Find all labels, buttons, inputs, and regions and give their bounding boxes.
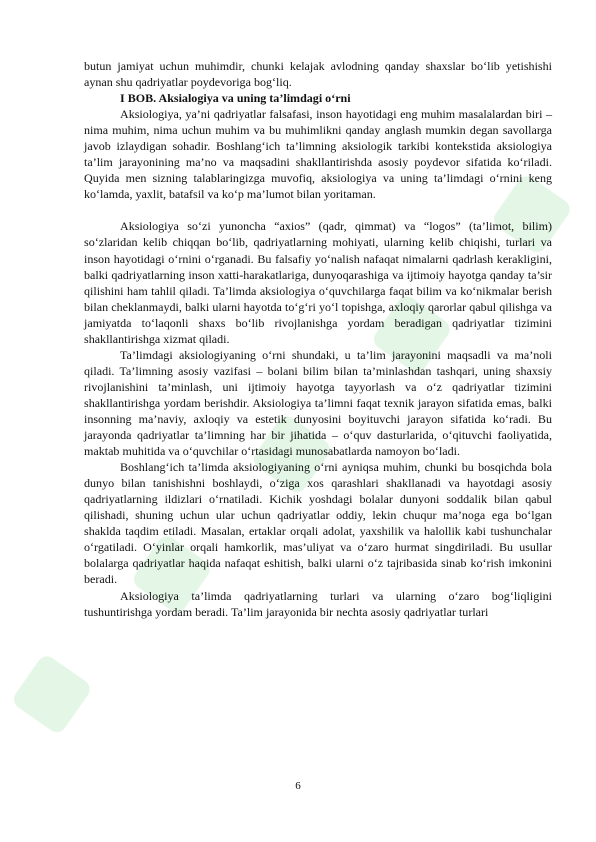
paragraph-3: Ta’limdagi aksiologiyaning o‘rni shundaki, u ta’lim jarayonini maqsadli va ma’noli qiladi. Ta’limning asosiy vazifasi – bolani bilim bilan ta’minlashdan tashqari, uning shaxsiy rivojlanishini ta’minlash, uni ijtimoiy hayotga tayyorlash va o‘z qadriyatlar tizimini shakllantirishga yordam berishdir. Aksiologiya ta’limni faqat texnik jarayon sifatida emas, balki insonning ma’naviy, axloqiy va estetik dunyosini boyituvchi jarayon sifatida ko‘radi. Bu jarayonda qadriyatlar ta’limning har bir jihatida – o‘quv dasturlarida, o‘qituvchi faoliyatida, maktab muhitida va o‘quvchilar o‘rtasidagi munosabatlarda namoyon bo‘ladi. — [84, 347, 552, 459]
paragraph-5: Aksiologiya ta’limda qadriyatlarning turlari va ularning o‘zaro bog‘liqligini tushuntirishga yordam beradi. Ta’lim jarayonida bir nechta asosiy qadriyatlar turlari — [84, 588, 552, 619]
paragraph-4: Boshlang‘ich ta’limda aksiologiyaning o‘rni ayniqsa muhim, chunki bu bosqichda bola dunyo bilan tanishishni boshlaydi, o‘ziga xos qarashlari shakllanadi va hayotdagi asosiy qadriyatlarning ildizlari o‘rnatiladi. Kichik yoshdagi bolalar dunyoni soddalik bilan qabul qilishadi, shuning uchun ular uchun qadriyatlar oddiy, lekin chuqur ma’noga ega bo‘lgan shaklda taqdim etiladi. Masalan, ertaklar orqali adolat, yaxshilik va halollik kabi tushunchalar o‘rgatiladi. O‘yinlar orqali hamkorlik, mas’uliyat va o‘zaro hurmat singdiriladi. Bu usullar bolalarga qadriyatlar haqida nafaqat eshitish, balki ularni o‘z tajribasida sinab ko‘rish imkonini beradi. — [84, 460, 552, 587]
watermark-mark — [10, 652, 94, 736]
intro-paragraph: butun jamiyat uchun muhimdir, chunki kelajak avlodning qanday shaxslar bo‘lib yetishishi aynan shu qadriyatlar poydevoriga bog‘liq. — [84, 59, 552, 90]
paragraph-2: Aksiologiya so‘zi yunoncha “axios” (qadr, qimmat) va “logos” (ta’limot, bilim) so‘zlaridan kelib chiqqan bo‘lib, qadriyatlarning mohiyati, ularning kelib chiqishi, turlari va inson hayotidagi o‘rnini o‘rganadi. Bu falsafiy yo‘nalish nafaqat nimalarni qadrlash kerakligini, balki qadriyatlarning inson xatti-harakatlariga, dunyoqarashiga va ijtimoiy hayotga qanday ta’sir qilishini ham tahlil qiladi. Ta’limda aksiologiya o‘quvchilarga faqat bilim va ko‘nikmalar berish bilan cheklanmaydi, balki ularni hayotda to‘g‘ri yo‘l topishga, axloqiy qarorlar qabul qilishga va jamiyatda to‘laqonli shaxs bo‘lib rivojlanishga yordam beradigan qadriyatlar tizimini shakllantirishga xizmat qiladi. — [84, 219, 552, 346]
page-number: 6 — [295, 780, 301, 792]
body-text — [84, 58, 552, 620]
chapter-heading: I BOB. Aksialogiya va uning ta’limdagi o‘rni — [120, 91, 351, 106]
paragraph-1: Aksiologiya, ya’ni qadriyatlar falsafasi, inson hayotidagi eng muhim masalalardan biri – nima muhim, nima uchun muhim va bu muhimlikni qanday anglash mumkin degan savollarga javob izlaydigan sohadir. Boshlang‘ich ta’limning aksiologik tarkibi kontekstida aksiologiya ta’lim jarayonining ma’no va maqsadini shakllantirishda asosiy poydevor sifatida ko‘riladi. Quyida men sizning talablaringizga muvofiq, aksiologiya va uning ta’limdagi o‘rnini keng ko‘lamda, yaxlit, batafsil va ko‘p ma’lumot bilan yoritaman. — [84, 107, 552, 202]
